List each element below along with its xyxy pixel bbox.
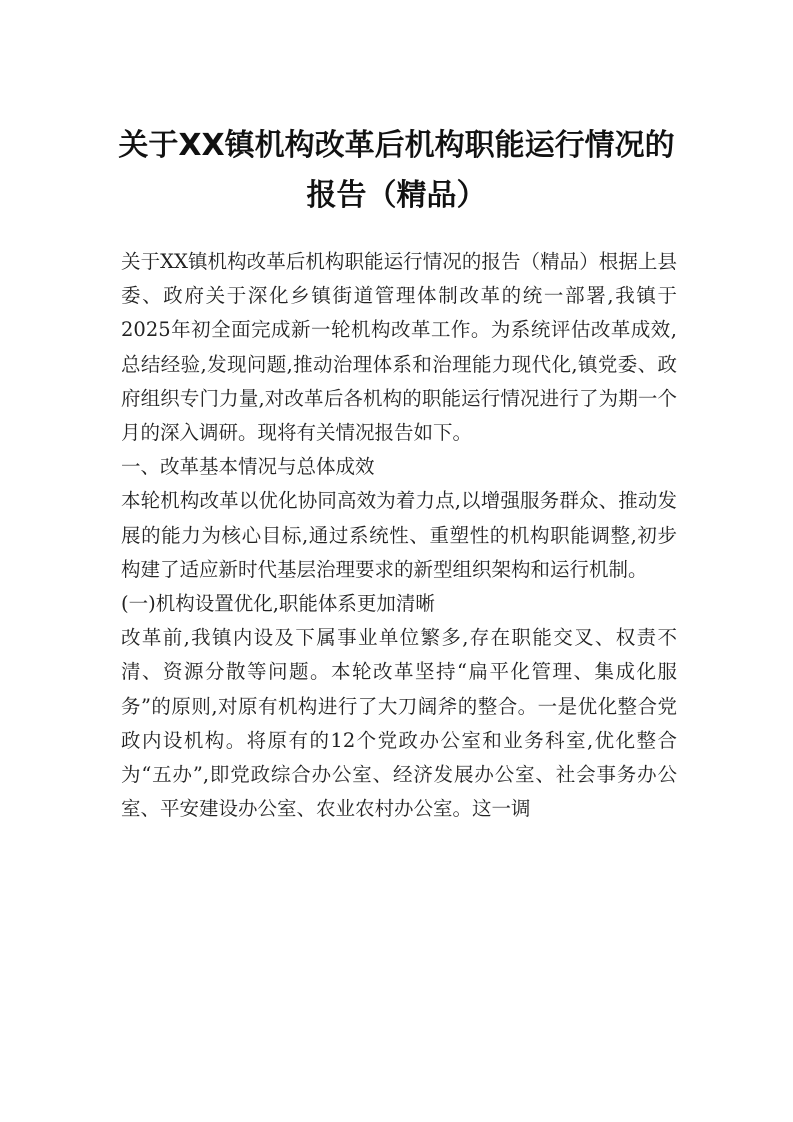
title-line-1: 关于XX镇机构改革后机构职能运行情况的	[118, 128, 675, 163]
title-line-2: 报告（精品）	[306, 178, 487, 213]
subsection-1-heading: (一)机构设置优化,职能体系更加清晰	[121, 592, 435, 616]
intro-paragraph: 关于XX镇机构改革后机构职能运行情况的报告（精品）根据上县委、政府关于深化乡镇街道管理体制改革的统一部署,我镇于2025年初全面完成新一轮机构改革工作。为系统评估改革成效,总结经验,发现问题,推动治理体系和治理能力现代化,镇党委、政府组织专门力量,对改革后各机构的职能运行情况进行了为期一个月的深入调研。现将有关情况报告如下。	[121, 250, 677, 445]
section-1-heading: 一、改革基本情况与总体成效	[121, 455, 375, 479]
subsection-1-paragraph: 改革前,我镇内设及下属事业单位繁多,存在职能交叉、权责不清、资源分散等问题。本轮改革坚持“扁平化管理、集成化服务”的原则,对原有机构进行了大刀阔斧的整合。一是优化整合党政内设机构。将原有的12个党政办公室和业务科室,优化整合为“五办”,即党政综合办公室、经济发展办公室、社会事务办公室、平安建设办公室、农业农村办公室。这一调	[121, 626, 677, 821]
section-1-paragraph: 本轮机构改革以优化协同高效为着力点,以增强服务群众、推动发展的能力为核心目标,通过系统性、重塑性的机构职能调整,初步构建了适应新时代基层治理要求的新型组织架构和运行机制。	[121, 489, 677, 581]
document-title	[100, 121, 693, 221]
document-body	[121, 245, 677, 826]
